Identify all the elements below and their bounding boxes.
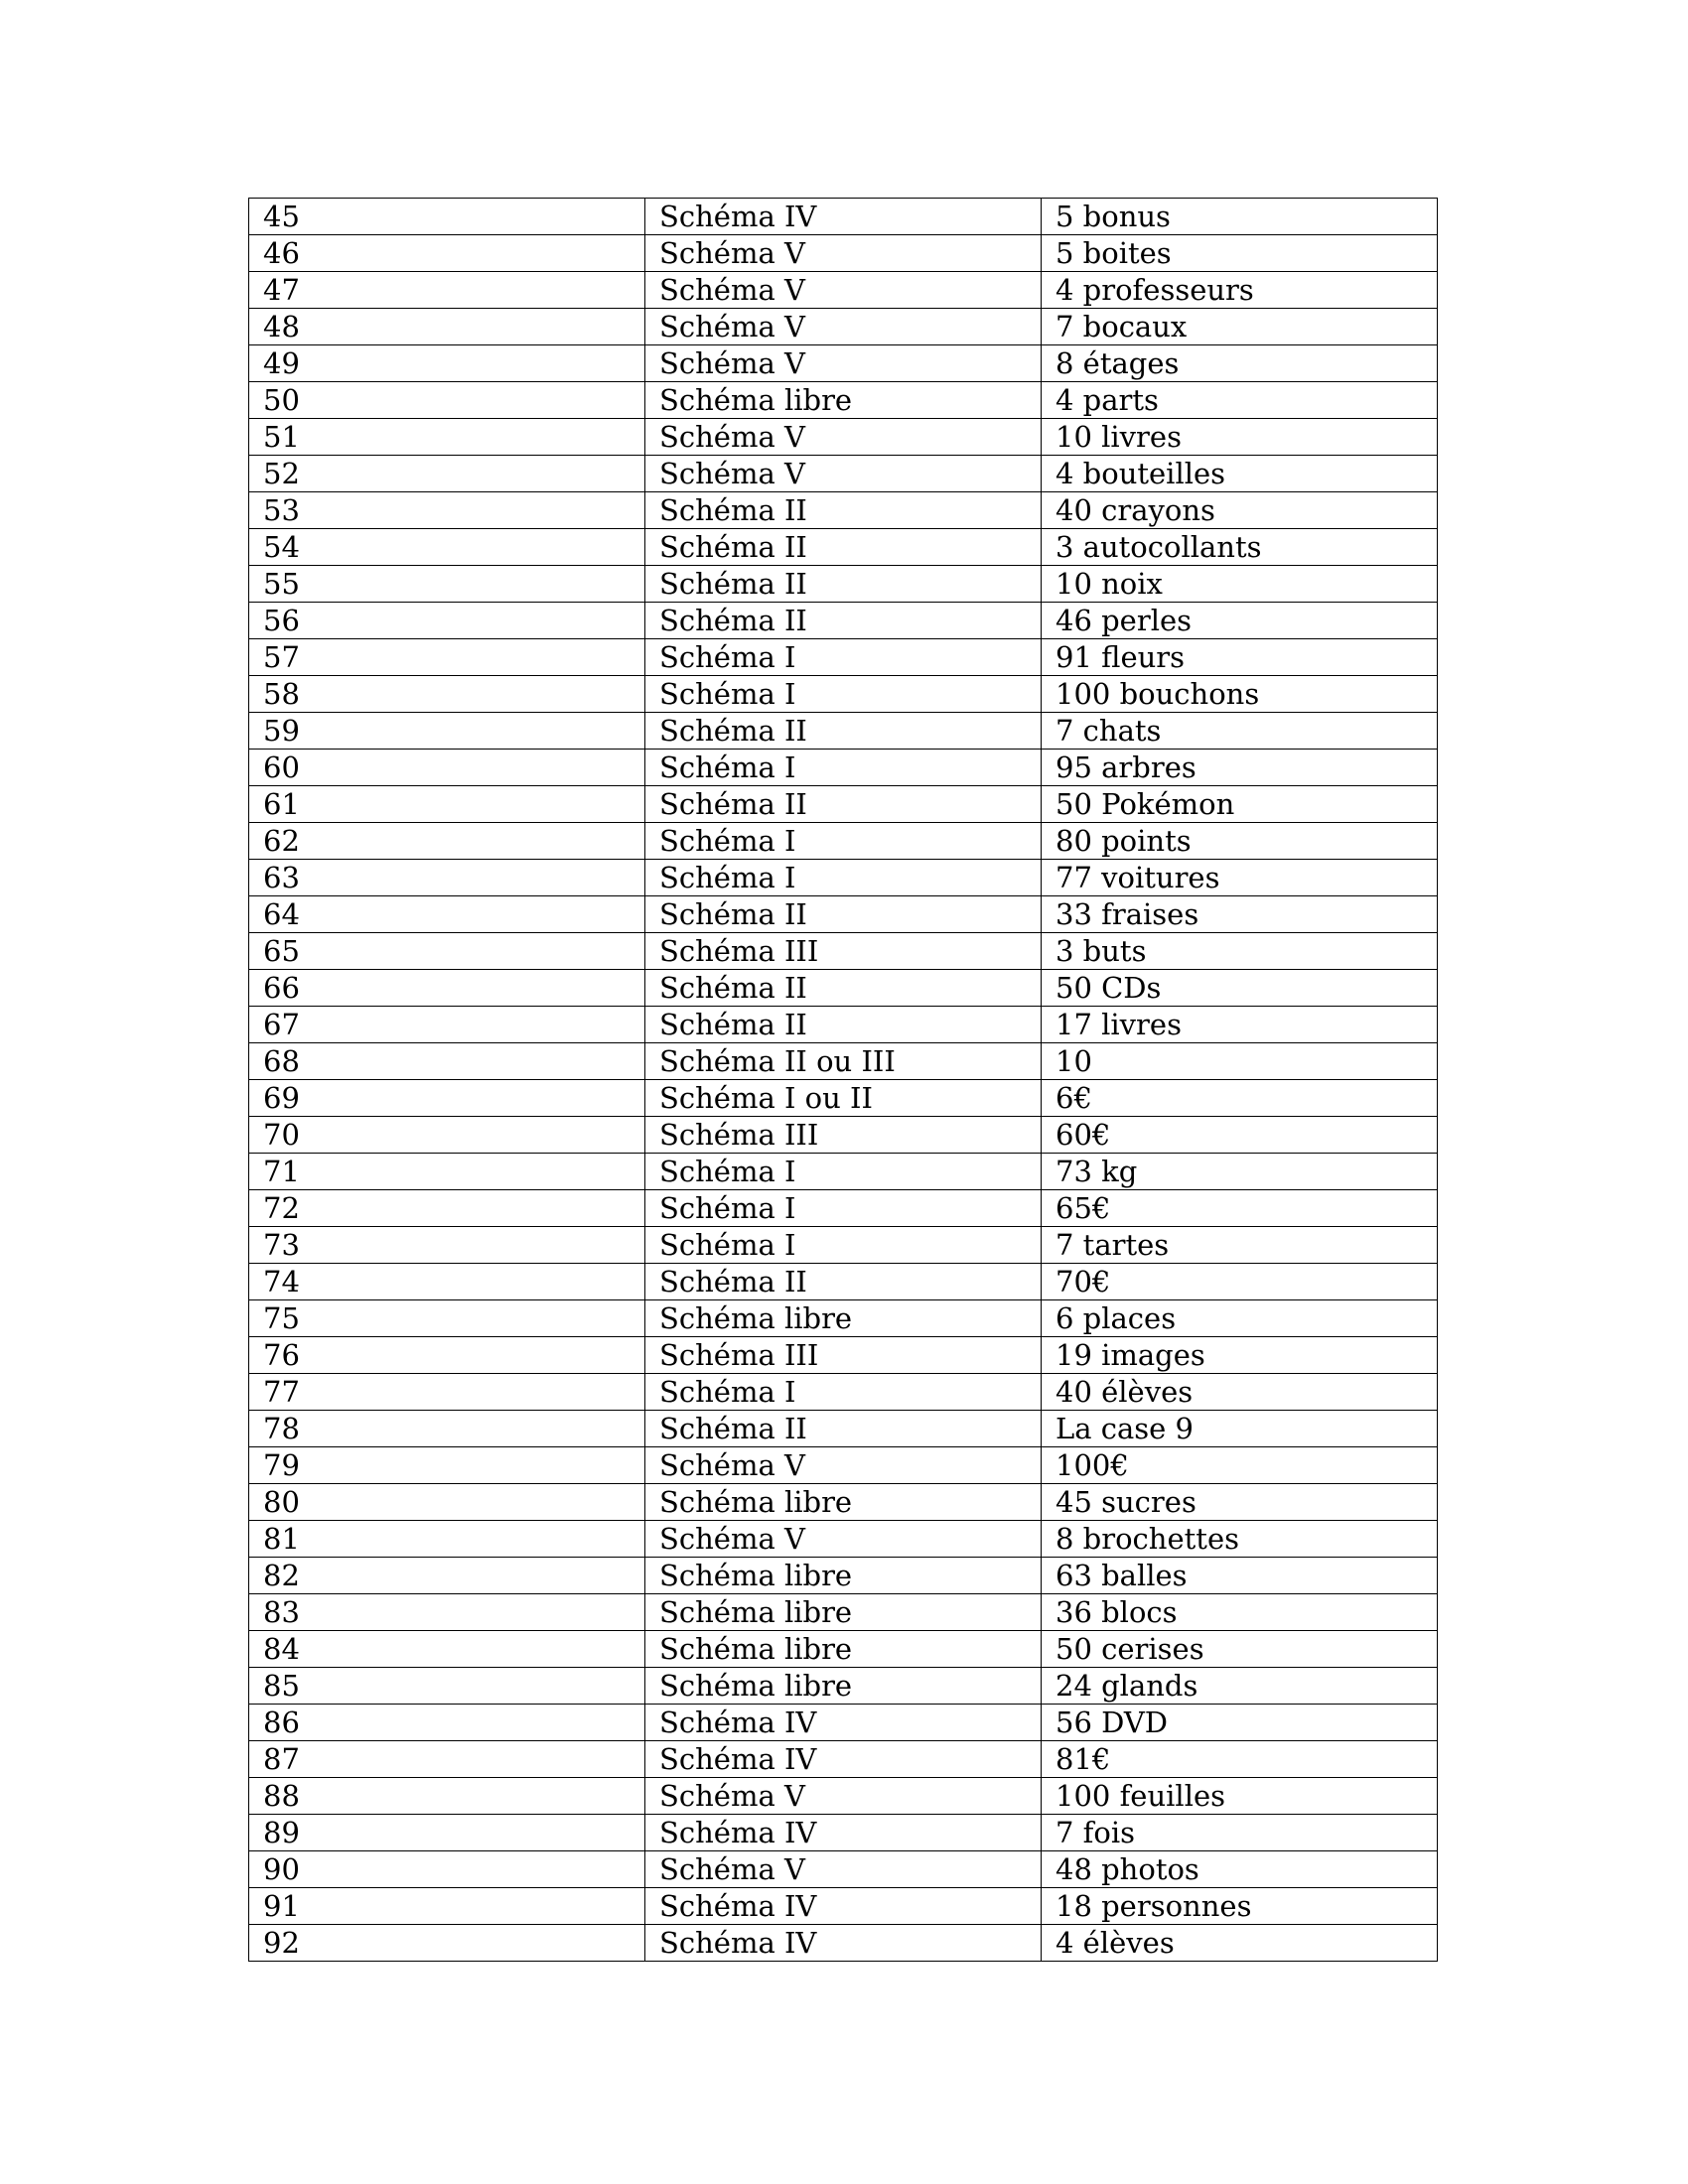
answer-cell: 100 feuilles: [1042, 1778, 1438, 1815]
answer-cell: 60€: [1042, 1117, 1438, 1154]
problem-number-cell: 54: [249, 529, 645, 566]
problem-number-cell: 85: [249, 1668, 645, 1705]
answer-cell: 81€: [1042, 1741, 1438, 1778]
problem-number-cell: 58: [249, 676, 645, 713]
schema-cell: Schéma V: [645, 235, 1042, 272]
table-row: [249, 1411, 1438, 1447]
table-row: [249, 1484, 1438, 1521]
problem-number-cell: 64: [249, 896, 645, 933]
schema-cell: Schéma II: [645, 1264, 1042, 1300]
table-row: [249, 1778, 1438, 1815]
schema-cell: Schéma I: [645, 1227, 1042, 1264]
table-row: [249, 235, 1438, 272]
table-row: [249, 1851, 1438, 1888]
problem-number-cell: 63: [249, 860, 645, 896]
answer-cell: 4 professeurs: [1042, 272, 1438, 309]
schema-cell: Schéma II: [645, 1411, 1042, 1447]
table-row: [249, 896, 1438, 933]
problem-number-cell: 70: [249, 1117, 645, 1154]
schema-cell: Schéma V: [645, 419, 1042, 456]
table-row: [249, 1925, 1438, 1962]
problem-number-cell: 81: [249, 1521, 645, 1558]
schema-cell: Schéma libre: [645, 1558, 1042, 1594]
problem-number-cell: 45: [249, 199, 645, 235]
table-row: [249, 1117, 1438, 1154]
table-row: [249, 639, 1438, 676]
schema-cell: Schéma libre: [645, 1631, 1042, 1668]
answer-cell: 7 tartes: [1042, 1227, 1438, 1264]
schema-cell: Schéma V: [645, 1447, 1042, 1484]
answer-cell: 3 autocollants: [1042, 529, 1438, 566]
answer-cell: 6€: [1042, 1080, 1438, 1117]
schema-cell: Schéma IV: [645, 1925, 1042, 1962]
table-row: [249, 529, 1438, 566]
problem-number-cell: 88: [249, 1778, 645, 1815]
problem-number-cell: 61: [249, 786, 645, 823]
problem-number-cell: 56: [249, 603, 645, 639]
table-row: [249, 1668, 1438, 1705]
problem-number-cell: 79: [249, 1447, 645, 1484]
answer-cell: 73 kg: [1042, 1154, 1438, 1190]
problem-number-cell: 78: [249, 1411, 645, 1447]
table-row: [249, 1227, 1438, 1264]
problem-number-cell: 73: [249, 1227, 645, 1264]
schema-cell: Schéma libre: [645, 382, 1042, 419]
answer-cell: 80 points: [1042, 823, 1438, 860]
table-row: [249, 1888, 1438, 1925]
table-row: [249, 272, 1438, 309]
table-row: [249, 1337, 1438, 1374]
table-row: [249, 1558, 1438, 1594]
table-row: [249, 566, 1438, 603]
problem-number-cell: 50: [249, 382, 645, 419]
table-row: [249, 823, 1438, 860]
table-row: [249, 750, 1438, 786]
schema-cell: Schéma V: [645, 272, 1042, 309]
table-row: [249, 1080, 1438, 1117]
answer-cell: 8 brochettes: [1042, 1521, 1438, 1558]
answer-cell: 3 buts: [1042, 933, 1438, 970]
table-row: [249, 1631, 1438, 1668]
problem-number-cell: 75: [249, 1300, 645, 1337]
table-row: [249, 456, 1438, 492]
problem-number-cell: 59: [249, 713, 645, 750]
answer-cell: 4 élèves: [1042, 1925, 1438, 1962]
answers-table: [248, 198, 1438, 1962]
problem-number-cell: 80: [249, 1484, 645, 1521]
schema-cell: Schéma V: [645, 456, 1042, 492]
schema-cell: Schéma V: [645, 345, 1042, 382]
table-row: [249, 419, 1438, 456]
answer-cell: 77 voitures: [1042, 860, 1438, 896]
schema-cell: Schéma II: [645, 896, 1042, 933]
table-row: [249, 199, 1438, 235]
problem-number-cell: 72: [249, 1190, 645, 1227]
answer-cell: 56 DVD: [1042, 1705, 1438, 1741]
answer-cell: 7 bocaux: [1042, 309, 1438, 345]
problem-number-cell: 87: [249, 1741, 645, 1778]
schema-cell: Schéma II: [645, 713, 1042, 750]
problem-number-cell: 86: [249, 1705, 645, 1741]
schema-cell: Schéma I: [645, 823, 1042, 860]
table-row: [249, 492, 1438, 529]
table-row: [249, 713, 1438, 750]
answer-cell: 40 élèves: [1042, 1374, 1438, 1411]
table-row: [249, 786, 1438, 823]
answer-cell: 5 bonus: [1042, 199, 1438, 235]
schema-cell: Schéma II: [645, 1007, 1042, 1043]
answer-cell: 50 cerises: [1042, 1631, 1438, 1668]
schema-cell: Schéma II: [645, 492, 1042, 529]
schema-cell: Schéma I: [645, 1154, 1042, 1190]
answer-cell: 50 Pokémon: [1042, 786, 1438, 823]
problem-number-cell: 46: [249, 235, 645, 272]
table-row: [249, 1154, 1438, 1190]
answer-cell: 63 balles: [1042, 1558, 1438, 1594]
problem-number-cell: 77: [249, 1374, 645, 1411]
table-row: [249, 1705, 1438, 1741]
table-row: [249, 1190, 1438, 1227]
answer-cell: 7 chats: [1042, 713, 1438, 750]
schema-cell: Schéma III: [645, 1337, 1042, 1374]
schema-cell: Schéma I: [645, 676, 1042, 713]
schema-cell: Schéma I ou II: [645, 1080, 1042, 1117]
schema-cell: Schéma II: [645, 970, 1042, 1007]
schema-cell: Schéma V: [645, 1521, 1042, 1558]
table-row: [249, 1594, 1438, 1631]
schema-cell: Schéma V: [645, 1778, 1042, 1815]
answer-cell: 46 perles: [1042, 603, 1438, 639]
problem-number-cell: 69: [249, 1080, 645, 1117]
table-row: [249, 309, 1438, 345]
answer-cell: 45 sucres: [1042, 1484, 1438, 1521]
table-row: [249, 970, 1438, 1007]
table-row: [249, 1043, 1438, 1080]
problem-number-cell: 51: [249, 419, 645, 456]
table-row: [249, 382, 1438, 419]
answer-cell: 6 places: [1042, 1300, 1438, 1337]
schema-cell: Schéma I: [645, 860, 1042, 896]
problem-number-cell: 52: [249, 456, 645, 492]
schema-cell: Schéma IV: [645, 1741, 1042, 1778]
answer-cell: 19 images: [1042, 1337, 1438, 1374]
problem-number-cell: 90: [249, 1851, 645, 1888]
schema-cell: Schéma I: [645, 750, 1042, 786]
problem-number-cell: 47: [249, 272, 645, 309]
answer-cell: 40 crayons: [1042, 492, 1438, 529]
schema-cell: Schéma libre: [645, 1668, 1042, 1705]
answer-cell: 17 livres: [1042, 1007, 1438, 1043]
problem-number-cell: 66: [249, 970, 645, 1007]
answer-cell: 10 livres: [1042, 419, 1438, 456]
schema-cell: Schéma IV: [645, 1888, 1042, 1925]
schema-cell: Schéma libre: [645, 1484, 1042, 1521]
schema-cell: Schéma IV: [645, 1705, 1042, 1741]
schema-cell: Schéma III: [645, 933, 1042, 970]
schema-cell: Schéma libre: [645, 1300, 1042, 1337]
problem-number-cell: 84: [249, 1631, 645, 1668]
schema-cell: Schéma IV: [645, 199, 1042, 235]
table-row: [249, 1374, 1438, 1411]
table-row: [249, 933, 1438, 970]
table-row: [249, 676, 1438, 713]
problem-number-cell: 67: [249, 1007, 645, 1043]
answer-cell: 33 fraises: [1042, 896, 1438, 933]
problem-number-cell: 83: [249, 1594, 645, 1631]
problem-number-cell: 92: [249, 1925, 645, 1962]
problem-number-cell: 71: [249, 1154, 645, 1190]
problem-number-cell: 60: [249, 750, 645, 786]
problem-number-cell: 74: [249, 1264, 645, 1300]
schema-cell: Schéma II: [645, 786, 1042, 823]
answer-cell: 18 personnes: [1042, 1888, 1438, 1925]
problem-number-cell: 62: [249, 823, 645, 860]
answer-cell: 24 glands: [1042, 1668, 1438, 1705]
schema-cell: Schéma I: [645, 1190, 1042, 1227]
table-row: [249, 1815, 1438, 1851]
answer-cell: 48 photos: [1042, 1851, 1438, 1888]
answer-cell: 50 CDs: [1042, 970, 1438, 1007]
table-row: [249, 345, 1438, 382]
table-row: [249, 860, 1438, 896]
schema-cell: Schéma II: [645, 603, 1042, 639]
problem-number-cell: 82: [249, 1558, 645, 1594]
answer-cell: 70€: [1042, 1264, 1438, 1300]
problem-number-cell: 68: [249, 1043, 645, 1080]
table-row: [249, 1007, 1438, 1043]
problem-number-cell: 91: [249, 1888, 645, 1925]
problem-number-cell: 48: [249, 309, 645, 345]
problem-number-cell: 89: [249, 1815, 645, 1851]
table-row: [249, 1447, 1438, 1484]
answer-cell: 100 bouchons: [1042, 676, 1438, 713]
table-row: [249, 603, 1438, 639]
answer-cell: La case 9: [1042, 1411, 1438, 1447]
answer-cell: 95 arbres: [1042, 750, 1438, 786]
answer-cell: 4 bouteilles: [1042, 456, 1438, 492]
answers-table-body: [249, 199, 1438, 1962]
problem-number-cell: 57: [249, 639, 645, 676]
answer-cell: 4 parts: [1042, 382, 1438, 419]
answer-cell: 65€: [1042, 1190, 1438, 1227]
table-row: [249, 1741, 1438, 1778]
schema-cell: Schéma II: [645, 529, 1042, 566]
schema-cell: Schéma V: [645, 1851, 1042, 1888]
schema-cell: Schéma I: [645, 1374, 1042, 1411]
table-row: [249, 1264, 1438, 1300]
problem-number-cell: 65: [249, 933, 645, 970]
answer-cell: 91 fleurs: [1042, 639, 1438, 676]
answer-cell: 7 fois: [1042, 1815, 1438, 1851]
answer-cell: 10 noix: [1042, 566, 1438, 603]
schema-cell: Schéma II: [645, 566, 1042, 603]
table-row: [249, 1300, 1438, 1337]
schema-cell: Schéma III: [645, 1117, 1042, 1154]
answer-cell: 5 boites: [1042, 235, 1438, 272]
schema-cell: Schéma II ou III: [645, 1043, 1042, 1080]
problem-number-cell: 55: [249, 566, 645, 603]
schema-cell: Schéma V: [645, 309, 1042, 345]
problem-number-cell: 76: [249, 1337, 645, 1374]
answer-cell: 100€: [1042, 1447, 1438, 1484]
schema-cell: Schéma I: [645, 639, 1042, 676]
answer-cell: 8 étages: [1042, 345, 1438, 382]
answer-cell: 10: [1042, 1043, 1438, 1080]
problem-number-cell: 49: [249, 345, 645, 382]
schema-cell: Schéma libre: [645, 1594, 1042, 1631]
answer-cell: 36 blocs: [1042, 1594, 1438, 1631]
problem-number-cell: 53: [249, 492, 645, 529]
schema-cell: Schéma IV: [645, 1815, 1042, 1851]
table-row: [249, 1521, 1438, 1558]
